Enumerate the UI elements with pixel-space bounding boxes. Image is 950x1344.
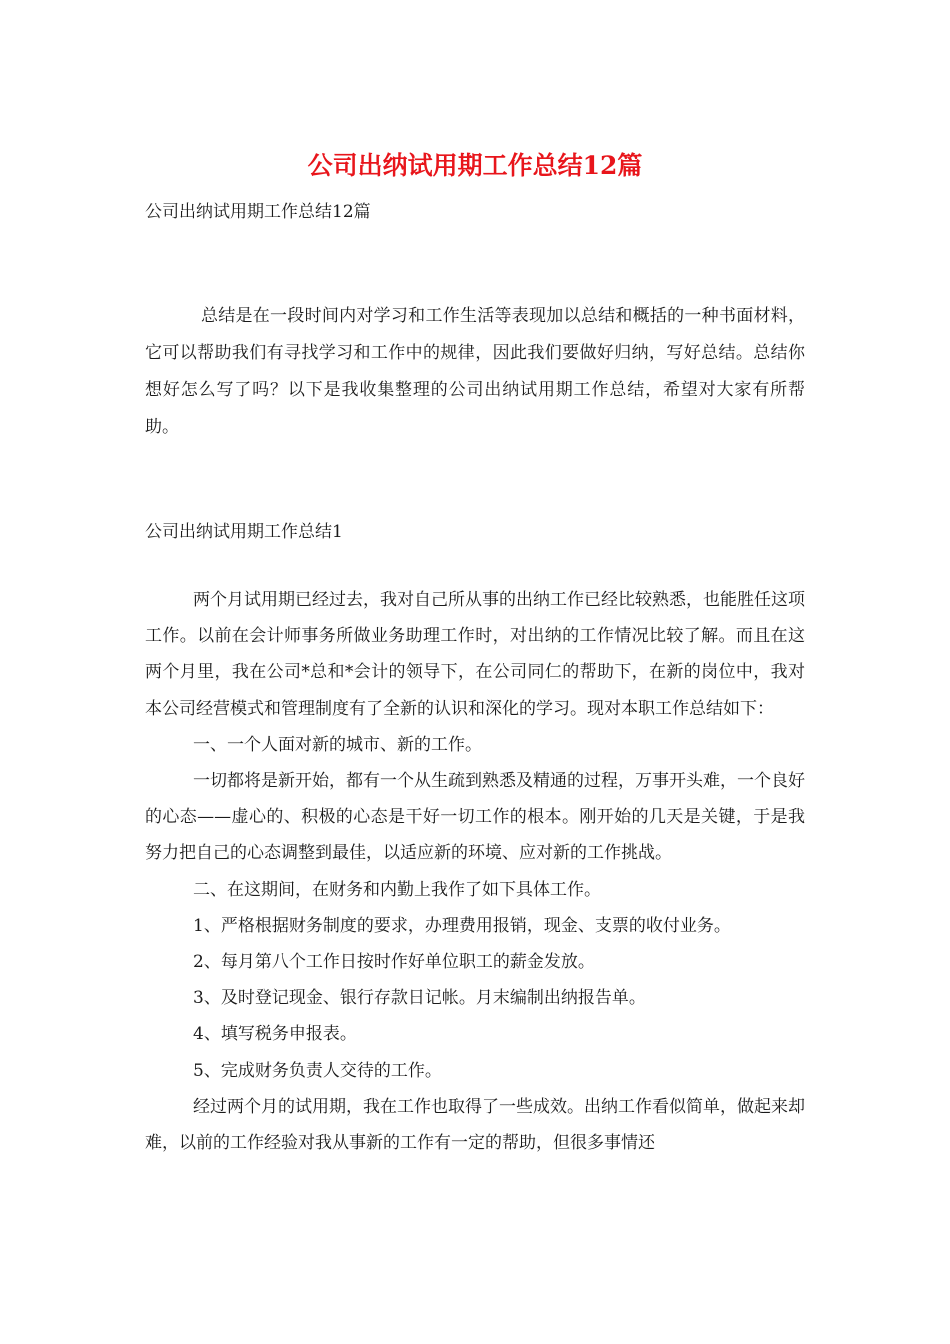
body-paragraph: 经过两个月的试用期，我在工作也取得了一些成效。出纳工作看似简单，做起来却难，以前的工作经验对我从事新的工作有一定的帮助，但很多事情还 xyxy=(145,1096,805,1154)
body-paragraph: 5、完成财务负责人交待的工作。 xyxy=(193,1060,442,1081)
body-paragraph: 1、严格根据财务制度的要求，办理费用报销，现金、支票的收付业务。 xyxy=(193,915,731,936)
body-paragraph: 两个月试用期已经过去，我对自己所从事的出纳工作已经比较熟悉，也能胜任这项工作。以前在会计师事务所做业务助理工作时，对出纳的工作情况比较了解。而且在这两个月里，我在公司*总和*会计的领导下，在公司同仁的帮助下，在新的岗位中，我对本公司经营模式和管理制度有了全新的认识和深化的学习。现对本职工作总结如下： xyxy=(145,590,805,719)
document-title: 公司出纳试用期工作总结12篇 xyxy=(307,151,643,180)
section-body xyxy=(145,582,805,1161)
body-paragraph: 一、一个人面对新的城市、新的工作。 xyxy=(193,734,482,755)
body-paragraph: 2、每月第八个工作日按时作好单位职工的薪金发放。 xyxy=(193,952,595,973)
body-paragraph: 一切都将是新开始，都有一个从生疏到熟悉及精通的过程，万事开头难，一个良好的心态——虚心的、积极的心态是干好一切工作的根本。刚开始的几天是关键，于是我努力把自己的心态调整到最佳，以适应新的环境、应对新的工作挑战。 xyxy=(145,771,805,864)
body-paragraph: 二、在这期间，在财务和内勤上我作了如下具体工作。 xyxy=(193,879,601,900)
document-subtitle: 公司出纳试用期工作总结12篇 xyxy=(145,202,371,222)
section-heading: 公司出纳试用期工作总结1 xyxy=(145,522,343,542)
intro-paragraph: 总结是在一段时间内对学习和工作生活等表现加以总结和概括的一种书面材料，它可以帮助我们有寻找学习和工作中的规律，因此我们要做好归纳，写好总结。总结你想好怎么写了吗？以下是我收集整理的公司出纳试用期工作总结，希望对大家有所帮助。 xyxy=(145,306,805,437)
body-paragraph: 3、及时登记现金、银行存款日记帐。月末编制出纳报告单。 xyxy=(193,988,646,1009)
body-paragraph: 4、填写税务申报表。 xyxy=(193,1024,357,1045)
